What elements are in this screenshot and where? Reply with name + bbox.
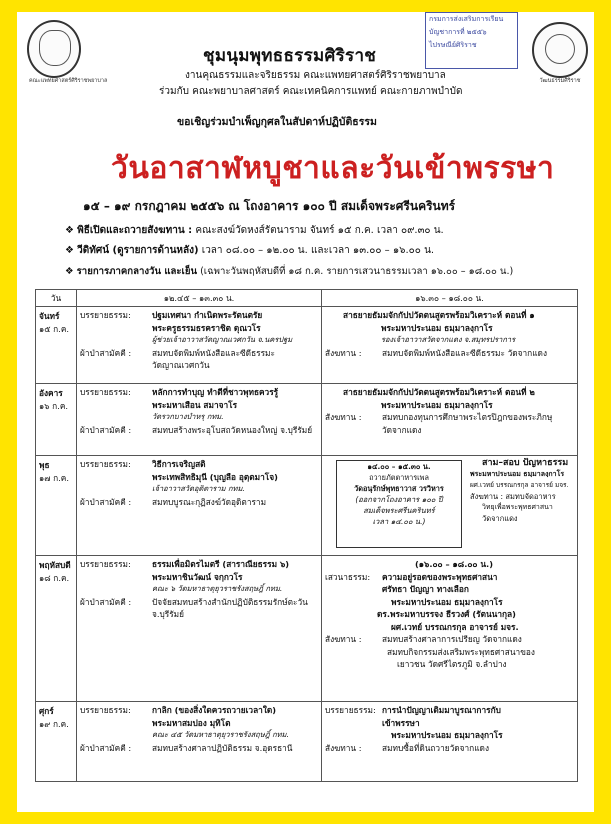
talk-label: บรรยายธรรม: [325, 705, 376, 715]
noon-cell [77, 384, 322, 456]
day-name: จันทร์ [39, 311, 60, 321]
speaker-role: วัดรวกบางบำหรุ กทม. [152, 412, 224, 421]
sponsor-text: สมทบจัดอาหาร [505, 492, 556, 501]
sponsor-label: ผ้าป่าสามัคคี : [80, 742, 132, 753]
org-line-2: ร่วมกับ คณะพยาบาลศาสตร์ คณะเทคนิคการแพทย์ คณะกายภาพบำบัด [159, 86, 463, 97]
day-cell [36, 384, 77, 456]
sponsor-label: ผ้าป่าสามัคคี : [80, 496, 132, 507]
day-cell [36, 456, 77, 556]
lunch-offering-box [336, 460, 462, 548]
talk-topic: สาธยายธัมมจักกัปปวัตตนสูตรพร้อมวิเคราะห์ ตอนที่ ๑ [343, 310, 535, 320]
day-date: ๑๕ ก.ค. [39, 324, 70, 334]
day-name: อังคาร [39, 388, 63, 398]
evening-cell [322, 702, 578, 782]
panelist: ดร.พระมหาบรรจง ธีรวงศ์ (รัตนนากุล) [377, 609, 516, 619]
page-title: ชุมนุมพุทธธรรมศิริราช [203, 46, 377, 66]
talk-topic: หลักการทำบุญ ทำดีที่ชาวพุทธควรรู้ [152, 387, 279, 397]
noon-cell [77, 702, 322, 782]
org-line-1: งานคุณธรรมและจริยธรรม คณะแพทยศาสตร์ศิริราชพยาบาล [185, 70, 446, 81]
forum-time: (๑๖.๐๐ – ๑๘.๐๐ น.) [415, 559, 493, 569]
sponsor-text: วัดจากแดง [482, 514, 518, 523]
talk-topic: ธรรมเพื่อมิตรไมตรี (สาราณียธรรม ๖) [152, 559, 290, 569]
panelist: พระมหาประนอม ธมฺมาลงฺกาโร [391, 596, 503, 607]
sponsor-text: สมทบสร้างศาลาปฏิบัติธรรม จ.อุดรธานี [152, 742, 293, 753]
event-dates: ๑๕ – ๑๙ กรกฎาคม ๒๕๕๖ ณ โถงอาคาร ๑๐๐ ปี สมเด็จพระศรีนครินทร์ [83, 199, 456, 213]
bullet-head: รายการภาคกลางวัน และเย็น [76, 266, 198, 277]
offering-line: (ออกจากโถงอาคาร ๑๐๐ ปี [355, 495, 443, 504]
speaker: พระเทพสิทธิมุนี (บุญลือ อุตฺตมาโจ) [152, 471, 278, 482]
table-row [36, 702, 578, 782]
receipt-stamp [425, 12, 518, 69]
talk-topic: เข้าพรรษา [382, 717, 420, 728]
speaker-role: คณะ ๖ วัดมหาธาตุยุวราชรังสฤษฎิ์ กทม. [152, 584, 283, 593]
speaker-role: คณะ ๔๕ วัดมหาธาตุยุวราชรังสฤษฎิ์ กทม. [152, 730, 289, 739]
sponsor-text: สมทบกิจกรรมส่งเสริมพระพุทธศาสนาของ [387, 646, 535, 657]
bullet-head: พิธีเปิดและถวายสังฆทาน : [77, 225, 193, 236]
col-day-header: วัน [36, 290, 77, 307]
sponsor-label: สังฆทาน : [470, 492, 503, 501]
noon-cell [77, 456, 322, 556]
sponsor-text: วิทยุเพื่อพระพุทธศาสนา [482, 503, 553, 511]
talk-topic: วิธีการเจริญสติ [152, 459, 206, 469]
day-name: พุธ [39, 460, 50, 470]
sponsor-text: สมทบซื้อที่ดินถวายวัดจากแดง [382, 742, 489, 753]
left-logo-caption: คณะแพทยศาสตร์ศิริราชพยาบาล [29, 78, 108, 84]
qa-speaker: ผศ.เวทย์ บรรณกรกุล อาจารย์ มจร. [470, 481, 569, 489]
sponsor-text: วัดจากแดง [382, 424, 422, 435]
sponsor-label: สังฆทาน : [325, 412, 362, 422]
speaker: พระมหาประนอม ธมฺมาลงฺกาโร [381, 322, 493, 333]
bullet-program [65, 264, 513, 279]
table-row [36, 384, 578, 456]
sponsor-text: สมทบสร้างพระอุโบสถวัดหนองใหญ่ จ.บุรีรัมย์ [152, 424, 313, 435]
schedule-table [35, 289, 578, 782]
bullet-text: (เฉพาะวันพฤหัสบดีที่ ๑๘ ก.ค. รายการเสวนาธรรมเวลา ๑๖.๐๐ – ๑๘.๐๐ น.) [197, 266, 514, 277]
sponsor-label: ผ้าป่าสามัคคี : [80, 424, 132, 435]
sponsor-text: สมทบจัดพิมพ์หนังสือและซีดีธรรมะ [152, 347, 275, 358]
day-cell [36, 556, 77, 702]
talk-label: บรรยายธรรม: [80, 387, 131, 397]
poster-sheet [17, 12, 594, 812]
bullet-head: วีดิทัศน์ (ดูรายการด้านหลัง) [77, 245, 199, 256]
speaker: พระมหาสมปอง มุทิโต [152, 717, 231, 728]
offering-line: วัดอนุรักษ์พุทธาวาส วรวิหาร [354, 484, 444, 493]
right-logo-caption: วัฒนธรรมศิริราช [539, 78, 581, 84]
evening-cell [322, 556, 578, 702]
stamp-line-3: ไปรษณีย์ศิริราช [429, 41, 477, 49]
sponsor-text: สมทบบูรณะกุฏิสงฆ์วัดอุดิตาราม [152, 496, 267, 507]
noon-cell [77, 307, 322, 384]
talk-topic: ศรัทธา ปัญญา ทางเลือก [382, 584, 469, 594]
talk-label: เสวนาธรรม: [325, 571, 371, 582]
talk-label: บรรยายธรรม: [80, 310, 131, 320]
day-date: ๑๙ ก.ค. [39, 719, 69, 729]
faculty-logo-icon [27, 20, 108, 84]
day-date: ๑๖ ก.ค. [39, 401, 69, 411]
table-row [36, 307, 578, 384]
talk-label: บรรยายธรรม: [80, 559, 131, 569]
evening-cell [322, 384, 578, 456]
day-cell [36, 307, 77, 384]
offering-line: ถวายภัตตาหารเพล [369, 473, 429, 482]
sponsor-label: สังฆทาน : [325, 634, 362, 644]
talk-topic: ความอยู่รอดของพระพุทธศาสนา [382, 571, 498, 582]
speaker: พระมหาชินวัฒน์ จกฺกวโร [152, 571, 243, 582]
bullet-text: คณะสงฆ์วัดหงส์รัตนาราม จันทร์ ๑๕ ก.ค. เวลา ๐๙.๓๐ น. [192, 225, 444, 236]
offering-line: เวลา ๑๔.๐๐ น.) [372, 517, 426, 526]
sponsor-text: สมทบจัดพิมพ์หนังสือและซีดีธรรมะ วัดจากแดง [382, 347, 547, 358]
day-name: ศุกร์ [39, 706, 54, 716]
sponsor-text: เยาวชน วัดศรีไตรภูมิ จ.ลำปาง [397, 659, 507, 669]
sponsor-text: ปัจจัยสมทบสร้างสำนักปฏิบัติธรรมรักษ์ตะวัน [152, 596, 308, 607]
table-row [36, 556, 578, 702]
col-noon-header: ๑๒.๔๕ – ๑๓.๓๐ น. [77, 290, 322, 307]
stamp-line-2: บัญชาการที่ ๒๕๕๖ [429, 28, 487, 36]
speaker-role: รองเจ้าอาวาสวัดจากแดง จ.สมุทรปราการ [381, 335, 516, 344]
stamp-line-1: กรมการส่งเสริมการเรียน [429, 15, 504, 23]
event-title: วันอาสาฬหบูชาและวันเข้าพรรษา [111, 151, 555, 186]
speaker-role: เจ้าอาวาสวัดอุดิตาราม กทม. [152, 484, 245, 493]
table-header-row [36, 290, 578, 307]
talk-topic: การนำปัญญาเดิมมาบูรณาการกับ [382, 705, 501, 715]
offering-time: ๑๔.๐๐ – ๑๕.๓๐ น. [367, 462, 431, 471]
sponsor-text: วัดญาณเวศกวัน [152, 360, 210, 370]
bullet-text: เวลา ๐๘.๐๐ – ๑๒.๐๐ น. และเวลา ๑๓.๐๐ – ๑๖.๐๐ น. [198, 245, 435, 256]
sponsor-label: ผ้าป่าสามัคคี : [80, 347, 132, 358]
bullet-opening [65, 223, 444, 238]
sponsor-label: ผ้าป่าสามัคคี : [80, 596, 132, 607]
sponsor-label: สังฆทาน : [325, 347, 362, 358]
sponsor-text: จ.บุรีรัมย์ [152, 609, 185, 619]
sponsor-text: สมทบสร้างศาลาการเปรียญ วัดจากแดง [382, 634, 522, 644]
evening-cell [322, 456, 578, 556]
qa-box [470, 458, 586, 524]
speaker: พระครูธรรมธรคราชิต ดุณวโร [152, 322, 261, 333]
speaker-role: ผู้ช่วยเจ้าอาวาสวัดญาณเวศกวัน จ.นครปฐม [152, 335, 293, 344]
bullet-video [65, 243, 434, 258]
speaker: พระมหาประนอม ธมฺมาลงฺกาโร [381, 399, 493, 410]
diamond-bullet-icon: ❖ [65, 266, 77, 277]
invitation-line: ขอเชิญร่วมบำเพ็ญกุศลในสัปดาห์ปฏิบัติธรรม [177, 116, 377, 128]
noon-cell [77, 556, 322, 702]
qa-speaker: พระมหาประนอม ธมฺมาลงฺกาโร [470, 470, 565, 478]
talk-label: บรรยายธรรม: [80, 705, 131, 715]
col-evening-header: ๑๖.๓๐ – ๑๘.๐๐ น. [322, 290, 578, 307]
sponsor-label: สังฆทาน : [325, 742, 362, 753]
table-row [36, 456, 578, 556]
qa-topic: สาม–สอบ ปัญหาธรรม [482, 458, 569, 468]
talk-label: บรรยายธรรม: [80, 459, 131, 469]
talk-topic: สาธยายธัมมจักกัปปวัตตนสูตรพร้อมวิเคราะห์ ตอนที่ ๒ [343, 387, 535, 397]
speaker: พระมหาเสือน สมาจาโร [152, 399, 238, 410]
diamond-bullet-icon: ❖ [65, 245, 78, 256]
day-date: ๑๘ ก.ค. [39, 573, 70, 583]
dharma-wheel-logo-icon [532, 22, 588, 84]
sponsor-text: สมทบกองทุนการศึกษาพระไตรปิฎกของพระภิกษุ [382, 412, 553, 422]
day-cell [36, 702, 77, 782]
panelist: ผศ.เวทย์ บรรณกรกุล อาจารย์ มจร. [391, 621, 519, 632]
diamond-bullet-icon: ❖ [65, 225, 78, 236]
day-name: พฤหัสบดี [39, 560, 71, 570]
offering-line: สมเด็จพระศรีนครินทร์ [363, 506, 435, 515]
evening-cell [322, 307, 578, 384]
talk-topic: ปฐมเทศนา กำเนิดพระรัตนตรัย [152, 310, 263, 320]
day-date: ๑๗ ก.ค. [39, 473, 69, 483]
talk-topic: กาลิก (ของสิ่งใดควรถวายเวลาใด) [152, 705, 277, 715]
speaker: พระมหาประนอม ธมฺมาลงฺกาโร [391, 730, 503, 740]
